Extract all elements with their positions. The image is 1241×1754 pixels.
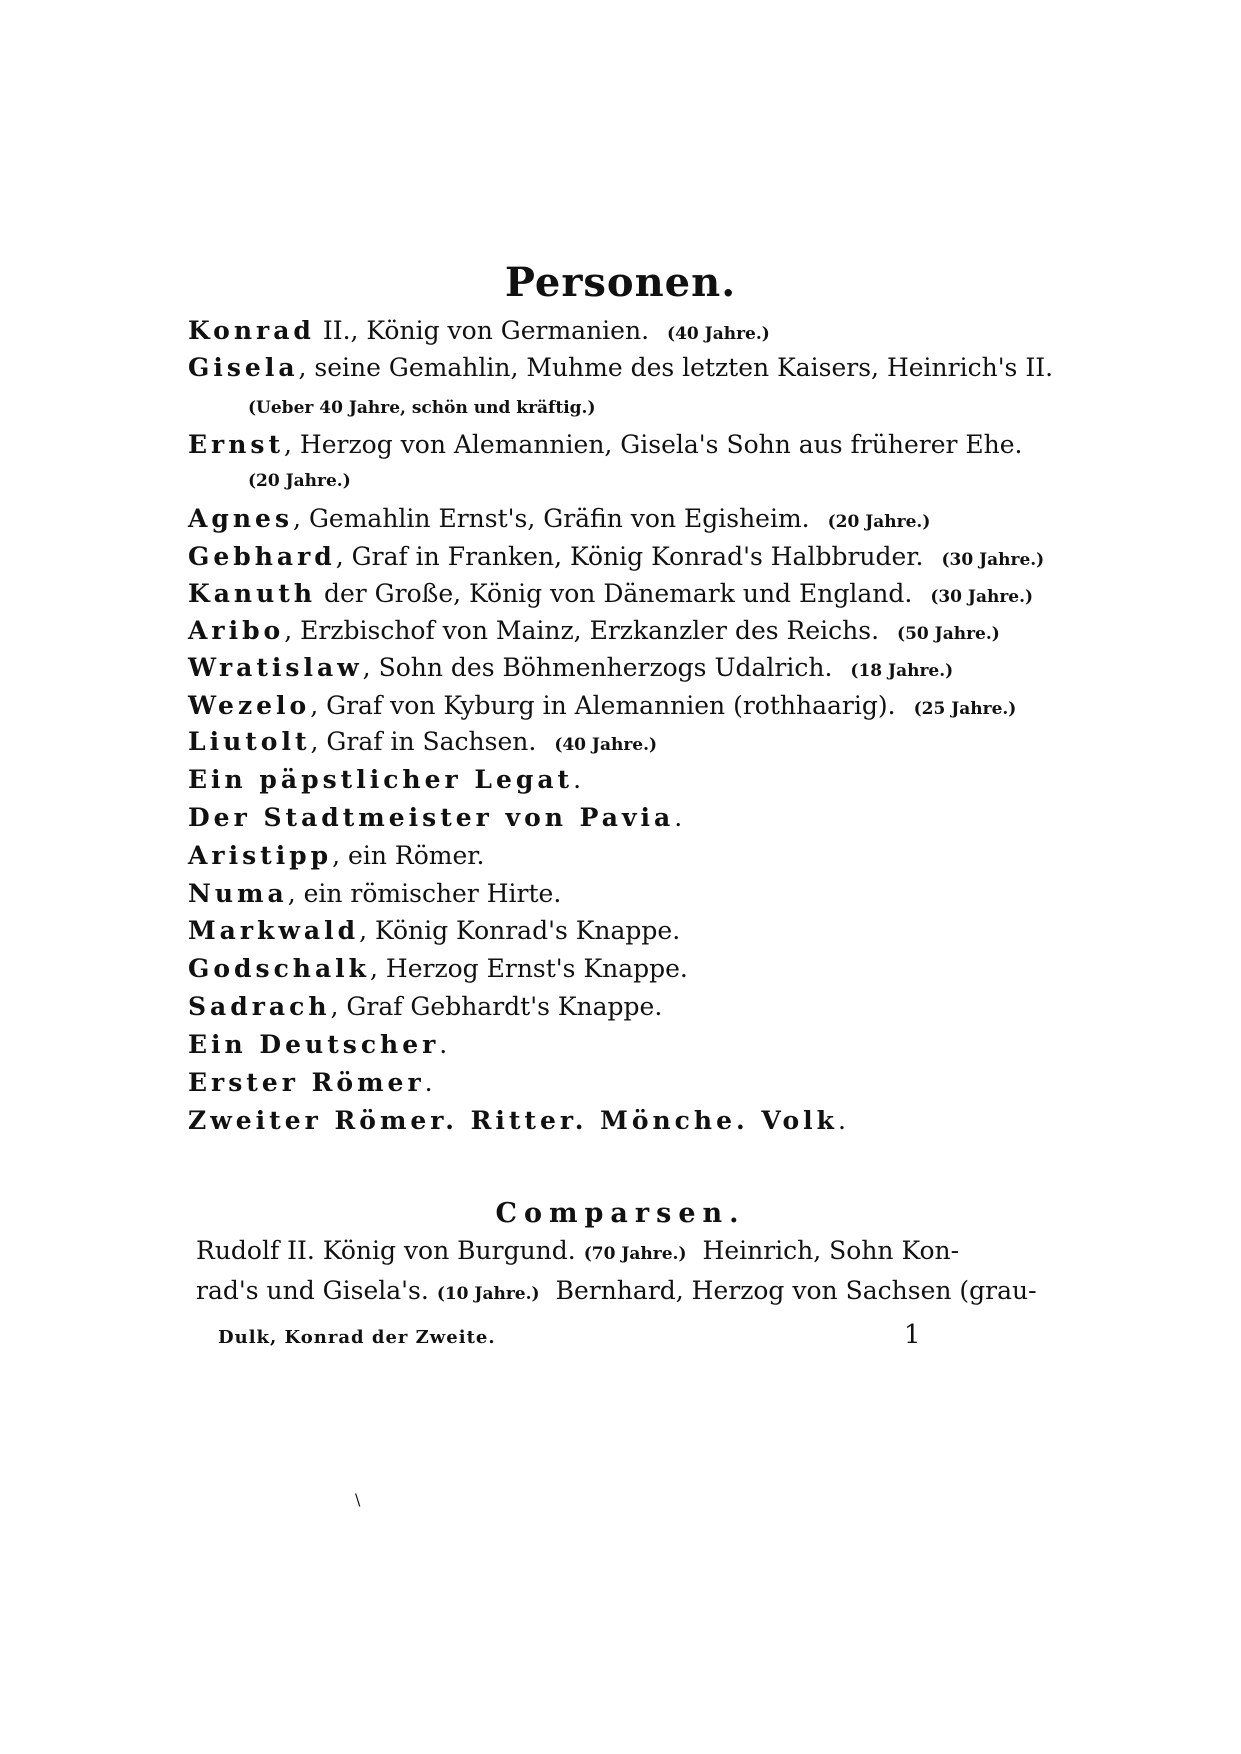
person-description: , ein römischer Hirte. bbox=[287, 879, 562, 908]
person-description: , Erzbischof von Mainz, Erzkanzler des Reichs. bbox=[284, 616, 880, 645]
comparsen-line bbox=[196, 1236, 959, 1265]
person-entry bbox=[188, 503, 930, 538]
page-title: Personen. bbox=[504, 258, 737, 306]
person-name: Numa bbox=[188, 879, 288, 908]
section-title-comparsen: Comparsen. bbox=[495, 1198, 746, 1229]
comparsen-text: Bernhard, Herzog von Sachsen (grau- bbox=[555, 1276, 1037, 1305]
person-name: Wratislaw bbox=[188, 653, 363, 682]
person-name: Wezelo bbox=[188, 691, 311, 720]
person-name: Liutolt bbox=[188, 727, 311, 756]
person-entry bbox=[188, 1067, 433, 1099]
age-note: (40 Jahre.) bbox=[554, 735, 658, 755]
person-name: Zweiter Römer. Ritter. Mönche. Volk bbox=[188, 1106, 838, 1135]
age-note: (25 Jahre.) bbox=[913, 699, 1017, 719]
age-note: (20 Jahre.) bbox=[827, 512, 931, 532]
person-entry bbox=[248, 392, 596, 424]
person-entry bbox=[188, 764, 581, 796]
person-description: (20 Jahre.) bbox=[248, 471, 351, 491]
comparsen-text: Heinrich, Sohn Kon- bbox=[702, 1236, 960, 1265]
person-description: , Graf von Kyburg in Alemannien (rothhaarig). bbox=[310, 691, 896, 720]
stray-mark: \ bbox=[355, 1490, 361, 1509]
person-name: Gebhard bbox=[188, 542, 336, 571]
person-name: Sadrach bbox=[188, 992, 331, 1021]
person-name: Aribo bbox=[188, 616, 285, 645]
person-entry bbox=[188, 726, 657, 761]
person-name: Aristipp bbox=[188, 841, 333, 870]
person-entry bbox=[188, 578, 1033, 613]
person-description: (Ueber 40 Jahre, schön und kräftig.) bbox=[248, 398, 596, 418]
person-name: Ein päpstlicher Legat bbox=[188, 765, 574, 794]
person-entry bbox=[188, 915, 680, 947]
person-entry bbox=[188, 541, 1044, 576]
person-name: Gisela bbox=[188, 353, 299, 382]
person-description: der Große, König von Dänemark und England. bbox=[316, 579, 913, 608]
person-name: Agnes bbox=[188, 504, 294, 533]
age-note: (10 Jahre.) bbox=[436, 1284, 540, 1304]
person-description: . bbox=[573, 765, 582, 794]
person-description: , Sohn des Böhmenherzogs Udalrich. bbox=[362, 653, 833, 682]
person-description: . bbox=[439, 1030, 448, 1059]
person-entry bbox=[188, 840, 484, 872]
page-number: 1 bbox=[904, 1320, 921, 1350]
comparsen-text: rad's und Gisela's. bbox=[196, 1276, 429, 1305]
person-description: . bbox=[674, 803, 683, 832]
age-note: (18 Jahre.) bbox=[850, 661, 954, 681]
person-name: Ernst bbox=[188, 430, 285, 459]
person-name: Kanuth bbox=[188, 579, 317, 608]
person-name: Godschalk bbox=[188, 954, 370, 983]
person-entry bbox=[188, 953, 688, 985]
person-description: , Graf in Sachsen. bbox=[310, 727, 537, 756]
person-name: Erster Römer bbox=[188, 1068, 425, 1097]
person-description: , ein Römer. bbox=[332, 841, 485, 870]
person-description: II., König von Germanien. bbox=[314, 316, 650, 345]
person-description: . bbox=[424, 1068, 433, 1097]
person-entry bbox=[188, 802, 682, 834]
person-entry bbox=[188, 315, 770, 350]
age-note: (50 Jahre.) bbox=[897, 624, 1000, 644]
person-entry bbox=[188, 1105, 846, 1137]
person-name: Ein Deutscher bbox=[188, 1030, 440, 1059]
comparsen-text: Rudolf II. König von Burgund. bbox=[196, 1236, 576, 1265]
person-entry bbox=[188, 352, 1053, 384]
person-name: Der Stadtmeister von Pavia bbox=[188, 803, 675, 832]
person-entry bbox=[188, 652, 953, 687]
age-note: (70 Jahre.) bbox=[583, 1244, 687, 1264]
person-entry bbox=[248, 465, 351, 497]
person-description: , Graf Gebhardt's Knappe. bbox=[330, 992, 663, 1021]
person-description: , König Konrad's Knappe. bbox=[359, 916, 681, 945]
age-note: (40 Jahre.) bbox=[667, 324, 770, 344]
person-description: , Herzog von Alemannien, Gisela's Sohn aus früherer Ehe. bbox=[284, 430, 1023, 459]
person-entry bbox=[188, 991, 662, 1023]
person-description: , Graf in Franken, König Konrad's Halbbruder. bbox=[335, 542, 924, 571]
person-description: . bbox=[838, 1106, 846, 1135]
person-description: , seine Gemahlin, Muhme des letzten Kaisers, Heinrich's II. bbox=[298, 353, 1054, 382]
person-name: Konrad bbox=[188, 316, 315, 345]
age-note: (30 Jahre.) bbox=[930, 587, 1034, 607]
person-entry bbox=[188, 1029, 447, 1061]
footer-author-title: Dulk, Konrad der Zweite. bbox=[218, 1327, 496, 1348]
person-description: , Herzog Ernst's Knappe. bbox=[370, 954, 688, 983]
person-entry bbox=[188, 615, 1000, 650]
person-entry bbox=[188, 878, 561, 910]
person-entry bbox=[188, 690, 1016, 725]
comparsen-line bbox=[196, 1276, 1037, 1305]
person-description: , Gemahlin Ernst's, Gräfin von Egisheim. bbox=[293, 504, 810, 533]
person-entry bbox=[188, 429, 1023, 461]
age-note: (30 Jahre.) bbox=[941, 550, 1045, 570]
person-name: Markwald bbox=[188, 916, 360, 945]
